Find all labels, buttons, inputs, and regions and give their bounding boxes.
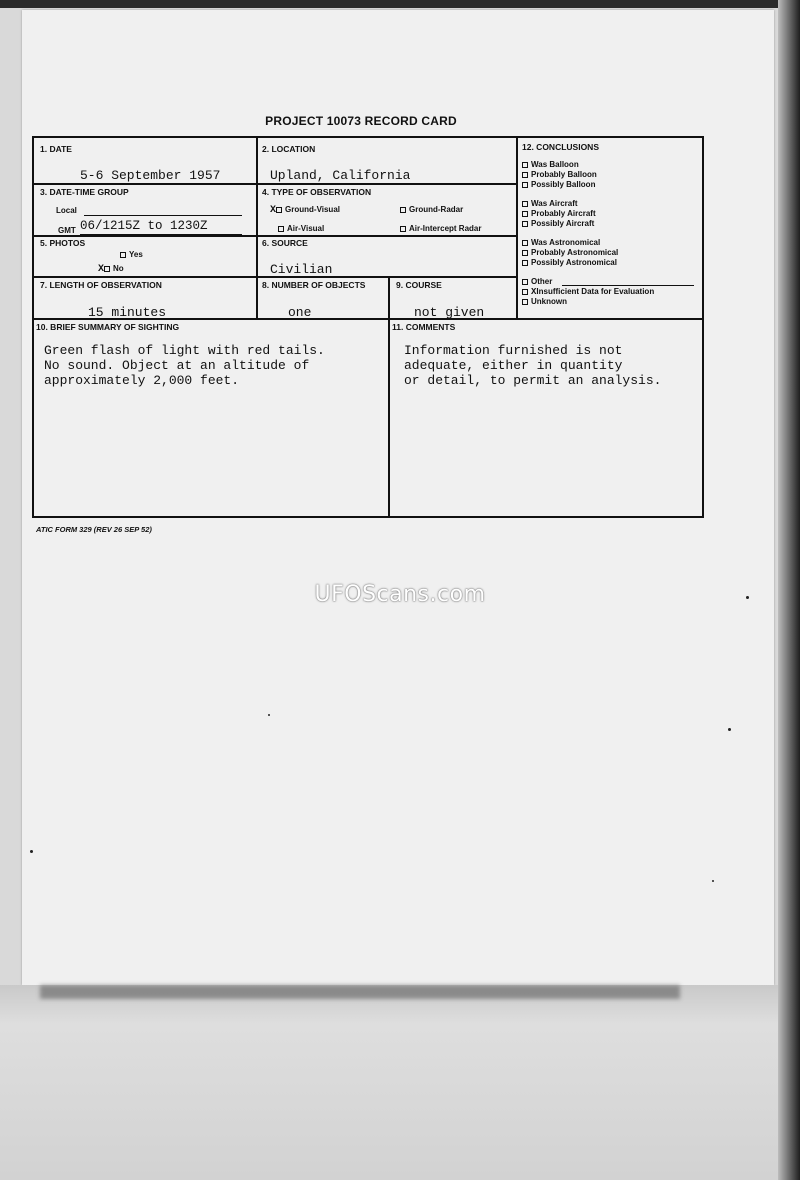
- checkbox-icon: [522, 201, 528, 207]
- conclusion-item: [522, 160, 579, 169]
- divider: [34, 235, 516, 237]
- checkbox-icon: [522, 221, 528, 227]
- checkbox-icon: [522, 260, 528, 266]
- checkbox-icon: [522, 211, 528, 217]
- conclusion-label: Was Balloon: [531, 160, 579, 169]
- card-title: PROJECT 10073 RECORD CARD: [265, 114, 457, 128]
- comments-line: adequate, either in quantity: [404, 358, 623, 373]
- air-visual-label: Air-Visual: [287, 224, 325, 233]
- page-shadow: [40, 985, 680, 999]
- checkbox-icon: [276, 207, 282, 213]
- checkbox-icon: [400, 226, 406, 232]
- checkbox-icon: [522, 182, 528, 188]
- comments-line: Information furnished is not: [404, 343, 623, 358]
- other-line: [562, 285, 694, 286]
- dust-speck: [712, 880, 714, 882]
- course-value: not given: [414, 305, 485, 320]
- checkbox-icon: [522, 172, 528, 178]
- source-value: Civilian: [270, 262, 333, 277]
- air-intercept-option: [400, 224, 481, 233]
- checkbox-icon: [522, 250, 528, 256]
- conclusion-item: [522, 248, 618, 257]
- summary-line: Green flash of light with red tails.: [44, 343, 325, 358]
- divider: [516, 138, 518, 320]
- location-label: 2. LOCATION: [262, 144, 316, 154]
- scanner-bed: [0, 985, 800, 1180]
- date-label: 1. DATE: [40, 144, 72, 154]
- objects-value: one: [288, 305, 312, 320]
- checkbox-icon: [400, 207, 406, 213]
- dust-speck: [728, 728, 731, 731]
- checkbox-icon: [104, 266, 110, 272]
- conclusion-label: Other: [531, 277, 553, 286]
- conclusion-label: Was Aircraft: [531, 199, 578, 208]
- ground-visual-label: Ground-Visual: [285, 205, 340, 214]
- comments-label: 11. COMMENTS: [392, 322, 456, 332]
- checked-x-mark: X: [270, 205, 277, 216]
- air-intercept-label: Air-Intercept Radar: [409, 224, 482, 233]
- dtg-gmt-value: 06/1215Z to 1230Z: [80, 219, 208, 233]
- observation-type-label: 4. TYPE OF OBSERVATION: [262, 187, 372, 197]
- course-label: 9. COURSE: [396, 280, 442, 290]
- ground-radar-label: Ground-Radar: [409, 205, 464, 214]
- checkbox-icon: [522, 240, 528, 246]
- summary-label: 10. BRIEF SUMMARY OF SIGHTING: [36, 322, 180, 332]
- checkbox-icon: [522, 299, 528, 305]
- conclusion-label: Was Astronomical: [531, 238, 601, 247]
- conclusion-item: [522, 180, 595, 189]
- checkbox-icon: [278, 226, 284, 232]
- location-value: Upland, California: [270, 168, 411, 183]
- length-label: 7. LENGTH OF OBSERVATION: [40, 280, 162, 290]
- record-card: [32, 136, 704, 518]
- conclusion-label: Probably Aircraft: [531, 209, 596, 218]
- summary-line: approximately 2,000 feet.: [44, 373, 240, 388]
- conclusions-label: 12. CONCLUSIONS: [522, 142, 599, 152]
- checkbox-icon: [522, 289, 528, 295]
- summary-text: [44, 343, 325, 388]
- date-value: 5-6 September 1957: [80, 168, 221, 183]
- comments-text: [404, 343, 661, 388]
- watermark: UFOScans.com: [314, 582, 486, 607]
- objects-label: 8. NUMBER OF OBJECTS: [262, 280, 366, 290]
- dust-speck: [268, 714, 270, 716]
- conclusion-label: Probably Astronomical: [531, 248, 619, 257]
- conclusion-item-insufficient: [522, 287, 654, 297]
- conclusion-label: Probably Balloon: [531, 170, 597, 179]
- conclusion-label: Possibly Astronomical: [531, 258, 617, 267]
- source-label: 6. SOURCE: [262, 238, 308, 248]
- checkbox-icon: [120, 252, 126, 258]
- checkbox-icon: [522, 279, 528, 285]
- dust-speck: [30, 850, 33, 853]
- ground-radar-option: [400, 205, 463, 214]
- dtg-local-line: [84, 215, 242, 216]
- dtg-gmt-line: [80, 234, 242, 235]
- photos-no-label: No: [113, 264, 124, 273]
- conclusion-item: [522, 170, 597, 179]
- comments-line: or detail, to permit an analysis.: [404, 373, 662, 388]
- dtg-gmt-label: GMT: [58, 226, 76, 235]
- divider: [256, 138, 258, 320]
- summary-line: No sound. Object at an altitude of: [44, 358, 310, 373]
- conclusion-label: Possibly Balloon: [531, 180, 596, 189]
- conclusion-label: Insufficient Data for Evaluation: [536, 287, 655, 296]
- conclusion-item: [522, 258, 617, 267]
- photos-yes-label: Yes: [129, 250, 143, 259]
- scan-edge-top: [0, 0, 800, 8]
- photos-no-option: [98, 264, 124, 275]
- checked-x-mark: X: [531, 287, 537, 297]
- conclusion-item: [522, 209, 596, 218]
- ground-visual-option: [270, 205, 340, 216]
- dust-speck: [746, 596, 749, 599]
- checkbox-icon: [522, 162, 528, 168]
- conclusion-item: [522, 238, 600, 247]
- conclusion-item-other: [522, 277, 552, 286]
- checked-x-mark: X: [98, 264, 105, 275]
- conclusion-item: [522, 297, 567, 306]
- conclusion-label: Possibly Aircraft: [531, 219, 595, 228]
- conclusion-item: [522, 199, 578, 208]
- dtg-label: 3. DATE-TIME GROUP: [40, 187, 129, 197]
- conclusion-label: Unknown: [531, 297, 567, 306]
- length-value: 15 minutes: [88, 305, 167, 320]
- divider: [34, 183, 516, 185]
- conclusion-item: [522, 219, 594, 228]
- divider: [388, 276, 390, 518]
- photos-label: 5. PHOTOS: [40, 238, 86, 248]
- photos-yes-option: [120, 250, 143, 259]
- form-id: ATIC FORM 329 (REV 26 SEP 52): [36, 525, 152, 534]
- air-visual-option: [278, 224, 324, 233]
- dtg-local-label: Local: [56, 206, 77, 215]
